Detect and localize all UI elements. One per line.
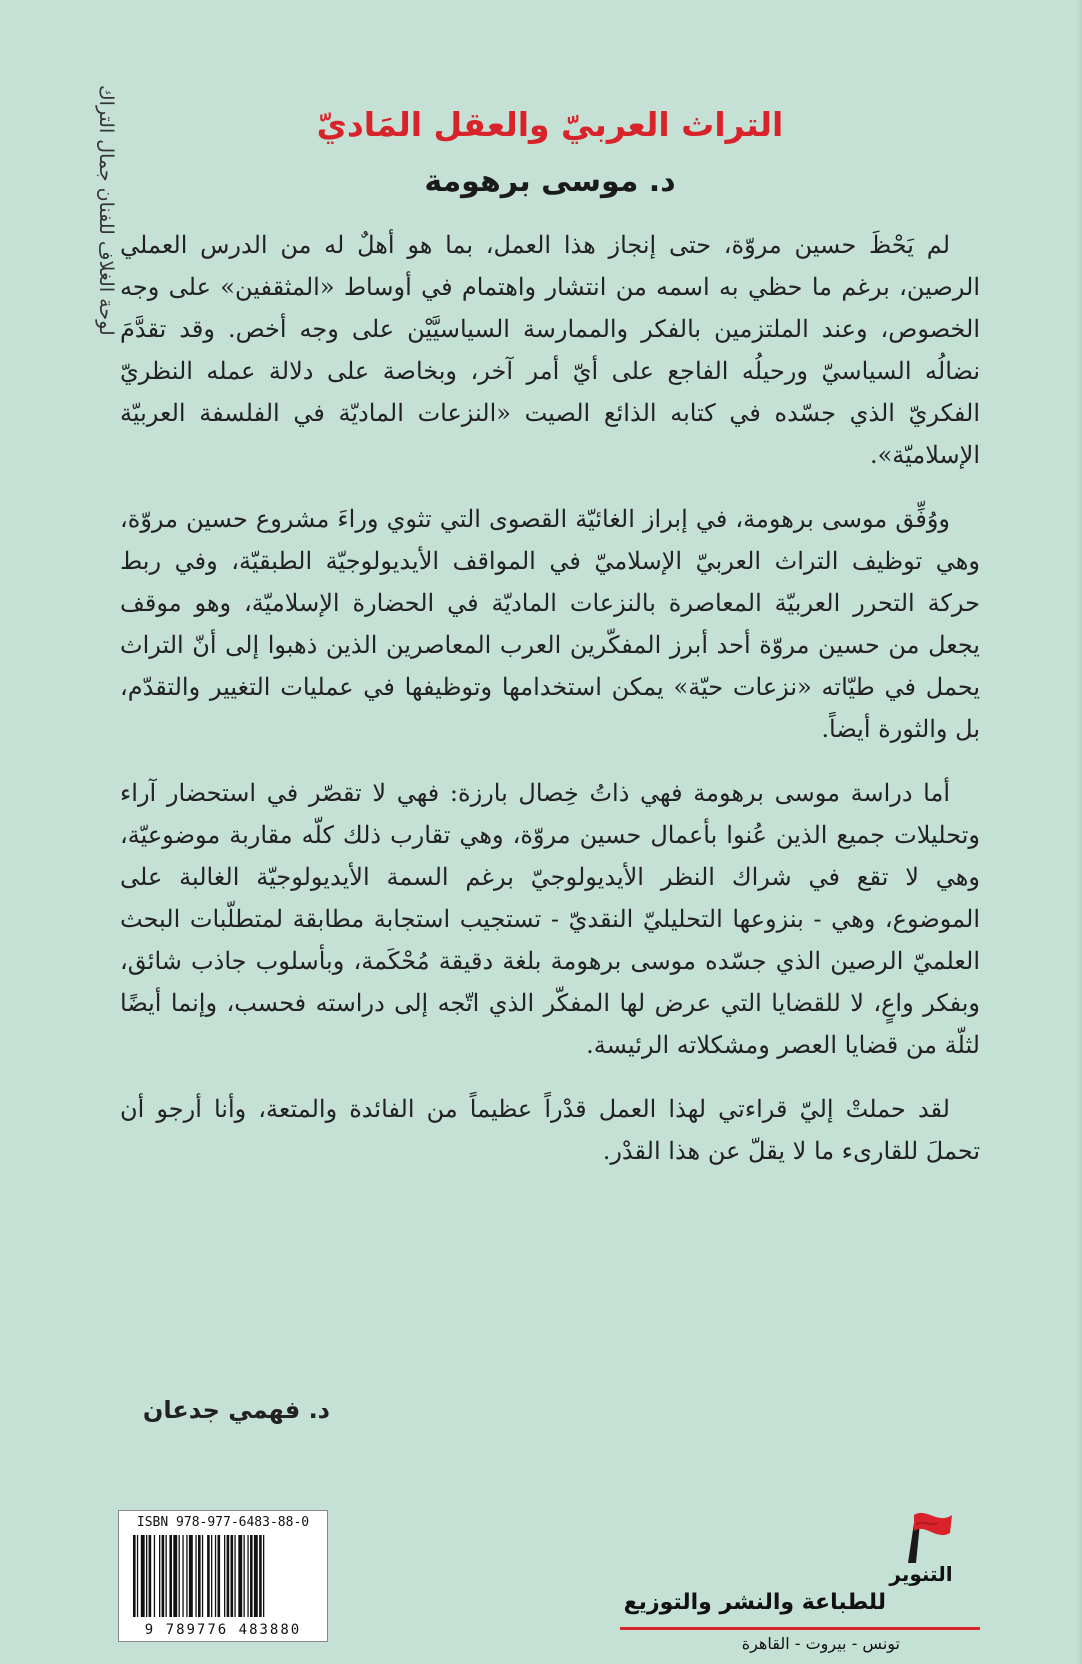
blurb-paragraph-2: ووُفِّق موسى برهومة، في إبراز الغائيّة القصوى التي تثوي وراءَ مشروع حسين مروّة، وهي توظيف التراث العربيّ الإسلاميّ في المواقف الأيديولوجيّة الطبقيّة، وفي ربط حركة التحرر العربيّة المعاصرة بالنزعات الماديّة في الحضارة الإسلاميّة، وهو موقف يجعل من حسين مروّة أحد أبرز المفكّرين العرب المعاصرين الذين ذهبوا إلى أنّ التراث يحمل في طيّاته «نزعات حيّة» يمكن استخدامها وتوظيفها في عمليات التغيير والتقدّم، بل والثورة أيضاً. xyxy=(120,505,981,743)
blurb-paragraph-1: لم يَحْظَ حسين مروّة، حتى إنجاز هذا العمل، بما هو أهلٌ له من الدرس العملي الرصين، برغم ما حظي به اسمه من انتشار واهتمام في أوساط «المثقفين» على وجه الخصوص، وعند الملتزمين بالفكر والممارسة السياسيَّيْن على وجه أخص. وقد تقدَّمَ نضالُه السياسيّ ورحيلُه الفاجع على أيّ أمر آخر، وبخاصة على دلالة عمله النظريّ الفكريّ الذي جسّده في كتابه الذائع الصيت «النزعات الماديّة في الفلسفة العربيّة الإسلاميّة». xyxy=(120,231,981,469)
cover-art-credit: لوحة الغلاف للفنان جمال التراك xyxy=(95,84,117,336)
barcode-digits: 9 789776 483880 xyxy=(144,1622,302,1638)
publisher-cities: تونس - بيروت - القاهرة xyxy=(741,1634,900,1653)
blurb-paragraph-3: أما دراسة موسى برهومة فهي ذاتُ خِصال بارزة: فهي لا تقصّر في استحضار آراء وتحليلات جميع الذين عُنوا بأعمال حسين مروّة، وهي تقارب ذلك كلّه مقاربة موضوعيّة، وهي لا تقع في شراك النظر الأيديولوجيّ برغم السمة الأيديولوجيّة الغالبة على الموضوع، وهي - بنزوعها التحليليّ النقديّ - تستجيب استجابة مطابقة لمتطلّبات البحث العلميّ الرصين الذي جسّده موسى برهومة بلغة دقيقة مُحْكَمة، وبأسلوب جاذب شائق، وبفكر واعٍ، لا للقضايا التي عرض لها المفكّر الذي اتّجه إلى دراسته فحسب، وإنما أيضًا لثلّة من قضايا العصر ومشكلاته الرئيسة. xyxy=(120,779,980,1059)
book-author: د. موسى برهومة xyxy=(424,164,676,199)
blurb-text xyxy=(120,224,980,1172)
page-edge xyxy=(1076,0,1082,1664)
isbn-number: ISBN 978-977-6483-88-0 xyxy=(136,1515,310,1530)
back-cover-content xyxy=(120,100,980,1194)
barcode-icon xyxy=(131,1535,315,1617)
book-title: التراث العربيّ والعقل المَاديّ xyxy=(316,105,784,144)
publisher-name: للطباعة والنشر والتوزيع xyxy=(623,1590,886,1615)
barcode xyxy=(118,1510,328,1642)
publisher-logo-text: التنوير xyxy=(889,1562,953,1586)
blurb-signature: د. فهمي جدعان xyxy=(142,1396,330,1424)
blurb-paragraph-4: لقد حملتْ إليّ قراءتي لهذا العمل قدْراً عظيماً من الفائدة والمتعة، وأنا أرجو أن تحملَ للقارىء ما لا يقلّ عن هذا القدْر. xyxy=(120,1095,980,1165)
publisher-divider xyxy=(620,1627,980,1630)
